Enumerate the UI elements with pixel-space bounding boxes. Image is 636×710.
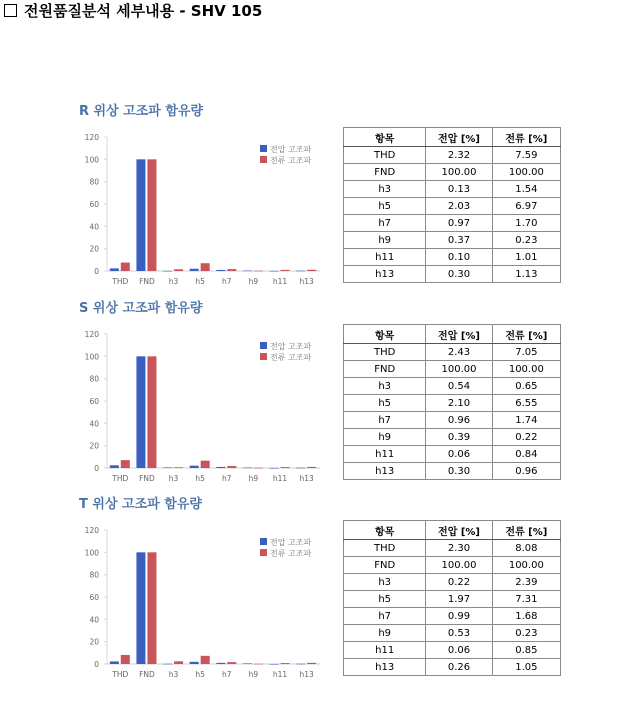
harmonic-table-r: [343, 127, 561, 283]
x-tick-label: h9: [248, 670, 259, 679]
x-tick-label: h9: [248, 277, 259, 286]
table-row: [344, 164, 561, 181]
bar-current: [147, 159, 156, 271]
legend-swatch: [260, 342, 267, 349]
table-row: [344, 198, 561, 215]
cell-item: THD: [344, 540, 426, 557]
cell-item: h11: [344, 249, 426, 266]
cell-current: 1.70: [492, 215, 560, 232]
bar-voltage: [243, 663, 252, 664]
cell-current: 1.05: [492, 659, 560, 676]
harmonic-chart-t: [77, 521, 327, 691]
table-row: [344, 659, 561, 676]
col-header-voltage: 전압 [%]: [426, 128, 492, 147]
cell-item: h7: [344, 608, 426, 625]
y-tick-label: 120: [84, 133, 99, 142]
table-row: [344, 378, 561, 395]
y-tick-label: 20: [89, 441, 99, 451]
harmonic-table-t: [343, 520, 561, 676]
legend-label: 전류 고조파: [270, 549, 312, 558]
cell-item: FND: [344, 361, 426, 378]
cell-item: h3: [344, 378, 426, 395]
cell-current: 7.31: [492, 591, 560, 608]
cell-current: 7.05: [492, 344, 560, 361]
bar-voltage: [163, 467, 172, 468]
section-title: S 위상 고조파 함유량: [79, 301, 203, 316]
bar-voltage: [136, 552, 145, 664]
cell-item: THD: [344, 147, 426, 164]
x-tick-label: h5: [195, 670, 205, 679]
table-row: [344, 608, 561, 625]
bar-voltage: [216, 663, 225, 664]
cell-voltage: 0.97: [426, 215, 492, 232]
cell-current: 6.97: [492, 198, 560, 215]
y-tick-label: 0: [94, 267, 99, 276]
bar-current: [174, 467, 183, 468]
x-tick-label: h9: [248, 474, 259, 483]
table-row: [344, 446, 561, 463]
cell-voltage: 0.96: [426, 412, 492, 429]
x-tick-label: THD: [112, 670, 129, 679]
legend-label: 전압 고조파: [270, 538, 312, 547]
y-tick-label: 80: [89, 374, 99, 384]
cell-current: 6.55: [492, 395, 560, 412]
cell-voltage: 2.10: [426, 395, 492, 412]
cell-current: 1.01: [492, 249, 560, 266]
x-tick-label: h7: [222, 670, 232, 679]
cell-item: h5: [344, 198, 426, 215]
bar-voltage: [270, 271, 279, 272]
y-tick-label: 20: [89, 244, 99, 254]
bar-current: [281, 270, 290, 271]
cell-voltage: 0.30: [426, 266, 492, 283]
bar-current: [254, 271, 263, 272]
cell-item: h5: [344, 591, 426, 608]
col-header-item: 항목: [344, 521, 426, 540]
y-tick-label: 80: [89, 177, 99, 187]
bar-voltage: [110, 268, 119, 271]
table-row: [344, 574, 561, 591]
table-row: [344, 232, 561, 249]
bar-voltage: [296, 271, 305, 272]
bar-current: [307, 270, 316, 271]
col-header-current: 전류 [%]: [492, 521, 560, 540]
col-header-voltage: 전압 [%]: [426, 521, 492, 540]
y-tick-label: 0: [94, 464, 99, 473]
cell-voltage: 0.06: [426, 446, 492, 463]
cell-item: h7: [344, 412, 426, 429]
cell-current: 100.00: [492, 164, 560, 181]
y-tick-label: 60: [89, 200, 99, 209]
bar-current: [307, 467, 316, 468]
cell-item: THD: [344, 344, 426, 361]
bar-voltage: [110, 465, 119, 468]
cell-voltage: 0.10: [426, 249, 492, 266]
cell-voltage: 0.22: [426, 574, 492, 591]
section-title: T 위상 고조파 함유량: [79, 497, 202, 512]
y-tick-label: 40: [89, 615, 99, 625]
y-tick-label: 60: [89, 593, 99, 602]
x-tick-label: THD: [112, 277, 129, 286]
x-tick-label: FND: [139, 277, 155, 286]
x-tick-label: h13: [299, 670, 314, 679]
bar-current: [121, 655, 130, 664]
cell-item: h11: [344, 446, 426, 463]
legend-label: 전압 고조파: [270, 342, 312, 351]
table-row: [344, 591, 561, 608]
bar-voltage: [243, 468, 252, 469]
cell-item: FND: [344, 557, 426, 574]
cell-current: 1.74: [492, 412, 560, 429]
cell-voltage: 0.06: [426, 642, 492, 659]
x-tick-label: THD: [112, 474, 129, 483]
bar-current: [121, 460, 130, 468]
x-tick-label: h7: [222, 474, 232, 483]
legend-label: 전압 고조파: [270, 145, 312, 154]
section-r-phase: [0, 102, 636, 298]
table-row: [344, 642, 561, 659]
page-title: [4, 0, 262, 22]
bar-voltage: [216, 467, 225, 468]
table-row: [344, 625, 561, 642]
legend-label: 전류 고조파: [270, 353, 312, 362]
bar-current: [281, 663, 290, 664]
bar-voltage: [110, 661, 119, 664]
cell-item: h5: [344, 395, 426, 412]
cell-item: h3: [344, 574, 426, 591]
bar-voltage: [136, 356, 145, 468]
cell-current: 1.54: [492, 181, 560, 198]
cell-current: 0.23: [492, 625, 560, 642]
cell-voltage: 0.37: [426, 232, 492, 249]
bar-voltage: [296, 468, 305, 469]
cell-voltage: 0.53: [426, 625, 492, 642]
cell-current: 0.22: [492, 429, 560, 446]
cell-item: h9: [344, 625, 426, 642]
bar-voltage: [190, 662, 199, 664]
bar-current: [147, 356, 156, 468]
cell-voltage: 1.97: [426, 591, 492, 608]
y-tick-label: 60: [89, 397, 99, 406]
col-header-current: 전류 [%]: [492, 325, 560, 344]
cell-current: 2.39: [492, 574, 560, 591]
col-header-voltage: 전압 [%]: [426, 325, 492, 344]
bar-voltage: [216, 270, 225, 271]
bar-current: [254, 468, 263, 469]
col-header-item: 항목: [344, 325, 426, 344]
cell-current: 7.59: [492, 147, 560, 164]
bar-current: [201, 461, 210, 468]
cell-voltage: 2.43: [426, 344, 492, 361]
legend-swatch: [260, 538, 267, 545]
cell-item: h13: [344, 659, 426, 676]
bar-current: [254, 664, 263, 665]
checkbox-square-icon: [4, 4, 17, 17]
table-row: [344, 540, 561, 557]
cell-voltage: 0.30: [426, 463, 492, 480]
y-tick-label: 80: [89, 570, 99, 580]
bar-current: [147, 552, 156, 664]
bar-voltage: [296, 664, 305, 665]
cell-current: 100.00: [492, 361, 560, 378]
cell-voltage: 2.03: [426, 198, 492, 215]
cell-current: 0.23: [492, 232, 560, 249]
cell-item: h9: [344, 429, 426, 446]
table-row: [344, 344, 561, 361]
y-tick-label: 100: [84, 155, 99, 165]
table-row: [344, 557, 561, 574]
y-tick-label: 120: [84, 330, 99, 339]
y-tick-label: 40: [89, 419, 99, 429]
x-tick-label: h13: [299, 474, 314, 483]
table-row: [344, 215, 561, 232]
table-row: [344, 147, 561, 164]
table-row: [344, 463, 561, 480]
y-tick-label: 40: [89, 222, 99, 232]
y-tick-label: 0: [94, 660, 99, 669]
cell-voltage: 0.54: [426, 378, 492, 395]
section-title: R 위상 고조파 함유량: [79, 104, 204, 119]
bar-current: [227, 466, 236, 468]
bar-current: [121, 263, 130, 271]
x-tick-label: h13: [299, 277, 314, 286]
bar-voltage: [190, 269, 199, 271]
bar-current: [227, 269, 236, 271]
bar-chart-svg: [77, 128, 327, 298]
col-header-item: 항목: [344, 128, 426, 147]
x-tick-label: FND: [139, 474, 155, 483]
bar-current: [201, 263, 210, 271]
x-tick-label: h11: [272, 474, 288, 483]
cell-current: 100.00: [492, 557, 560, 574]
cell-item: h11: [344, 642, 426, 659]
cell-item: FND: [344, 164, 426, 181]
col-header-current: 전류 [%]: [492, 128, 560, 147]
x-tick-label: h7: [222, 277, 232, 286]
table-row: [344, 361, 561, 378]
cell-voltage: 0.99: [426, 608, 492, 625]
y-tick-label: 100: [84, 352, 99, 362]
bar-current: [281, 467, 290, 468]
x-tick-label: h3: [168, 670, 179, 679]
table-row: [344, 266, 561, 283]
cell-item: h3: [344, 181, 426, 198]
bar-current: [307, 663, 316, 664]
table-row: [344, 429, 561, 446]
bar-chart-svg: [77, 325, 327, 495]
bar-current: [201, 656, 210, 664]
cell-voltage: 2.30: [426, 540, 492, 557]
cell-voltage: 2.32: [426, 147, 492, 164]
bar-current: [174, 661, 183, 664]
cell-voltage: 100.00: [426, 361, 492, 378]
legend-swatch: [260, 145, 267, 152]
legend-swatch: [260, 549, 267, 556]
legend-label: 전류 고조파: [270, 156, 312, 165]
cell-current: 1.68: [492, 608, 560, 625]
bar-voltage: [163, 664, 172, 665]
y-tick-label: 100: [84, 548, 99, 558]
table-row: [344, 181, 561, 198]
x-tick-label: h3: [168, 277, 179, 286]
harmonic-table-s: [343, 324, 561, 480]
cell-item: h13: [344, 266, 426, 283]
cell-voltage: 0.13: [426, 181, 492, 198]
table-row: [344, 412, 561, 429]
cell-current: 0.96: [492, 463, 560, 480]
cell-current: 8.08: [492, 540, 560, 557]
legend-swatch: [260, 156, 267, 163]
bar-current: [174, 269, 183, 271]
bar-voltage: [270, 664, 279, 665]
section-t-phase: [0, 495, 636, 691]
bar-voltage: [243, 271, 252, 272]
cell-item: h13: [344, 463, 426, 480]
harmonic-chart-s: [77, 325, 327, 495]
cell-voltage: 100.00: [426, 164, 492, 181]
table-row: [344, 249, 561, 266]
bar-voltage: [270, 468, 279, 469]
cell-current: 0.84: [492, 446, 560, 463]
bar-voltage: [136, 159, 145, 271]
bar-current: [227, 662, 236, 664]
cell-voltage: 100.00: [426, 557, 492, 574]
cell-voltage: 0.39: [426, 429, 492, 446]
cell-current: 1.13: [492, 266, 560, 283]
table-row: [344, 395, 561, 412]
bar-voltage: [163, 271, 172, 272]
bar-voltage: [190, 466, 199, 468]
x-tick-label: FND: [139, 670, 155, 679]
cell-current: 0.65: [492, 378, 560, 395]
bar-chart-svg: [77, 521, 327, 691]
page-title-text: 전원품질분석 세부내용 - SHV 105: [24, 2, 263, 20]
y-tick-label: 20: [89, 637, 99, 647]
cell-current: 0.85: [492, 642, 560, 659]
section-s-phase: [0, 299, 636, 495]
cell-item: h7: [344, 215, 426, 232]
harmonic-chart-r: [77, 128, 327, 298]
y-tick-label: 120: [84, 526, 99, 535]
cell-item: h9: [344, 232, 426, 249]
x-tick-label: h11: [272, 277, 288, 286]
legend-swatch: [260, 353, 267, 360]
cell-voltage: 0.26: [426, 659, 492, 676]
x-tick-label: h5: [195, 277, 205, 286]
x-tick-label: h11: [272, 670, 288, 679]
x-tick-label: h5: [195, 474, 205, 483]
x-tick-label: h3: [168, 474, 179, 483]
